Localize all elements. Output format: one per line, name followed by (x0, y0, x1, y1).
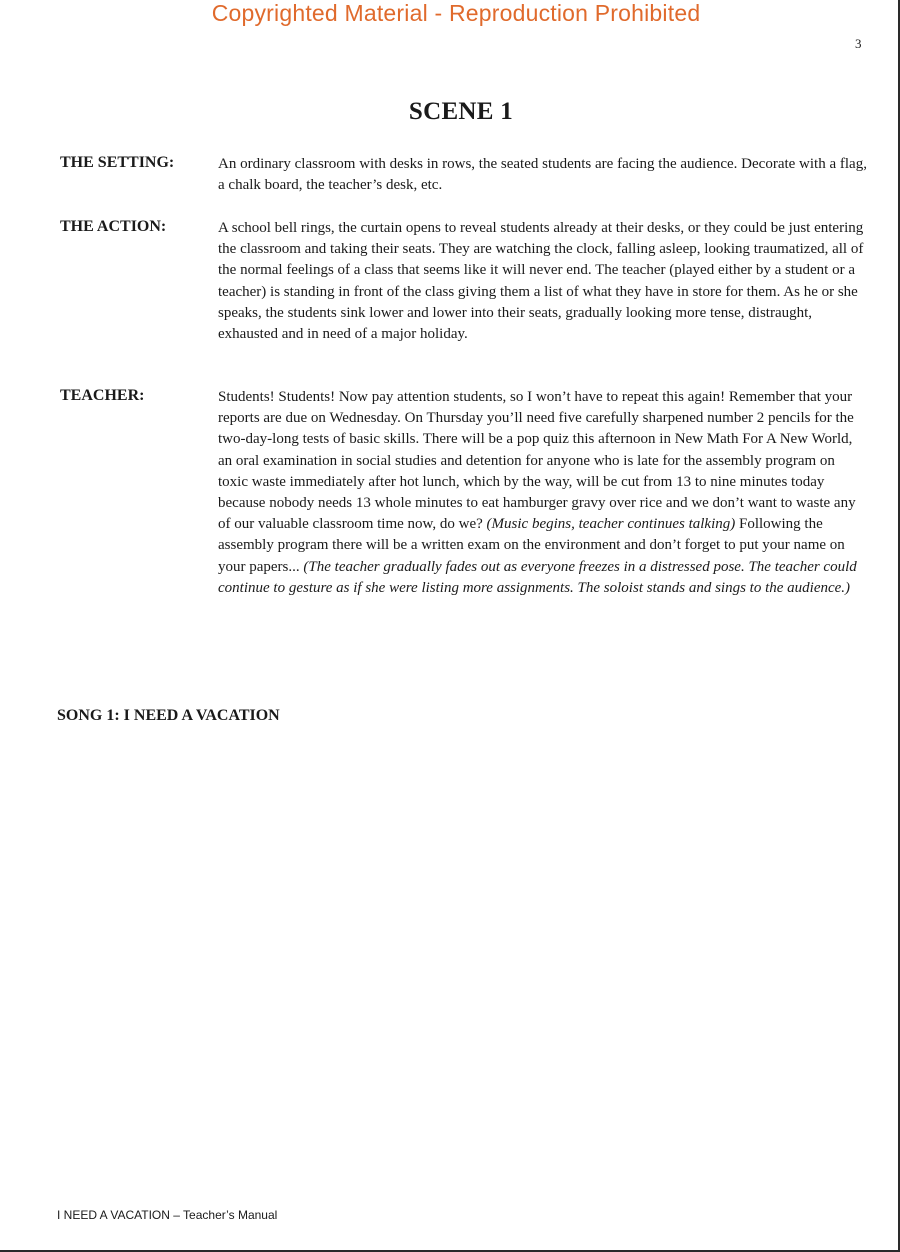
scene-title: SCENE 1 (408, 98, 514, 125)
page-footer: I NEED A VACATION – Teacher’s Manual (57, 1208, 278, 1222)
teacher-dialogue (218, 387, 868, 599)
stage-direction-1: (Music begins, teacher continues talking) (486, 516, 736, 533)
setting-text: An ordinary classroom with desks in rows, the seated students are facing the audience. Decorate with a flag, a chalk board, the teacher’s desk, etc. (218, 156, 867, 194)
copyright-watermark: Copyrighted Material - Reproduction Prohibited (211, 0, 701, 26)
action-label: THE ACTION: (60, 218, 167, 235)
setting-label: THE SETTING: (60, 154, 175, 171)
song-heading: SONG 1: I NEED A VACATION (57, 707, 280, 724)
page-number: 3 (855, 36, 862, 51)
teacher-dialogue-part-1: Students! Students! Now pay attention students, so I won’t have to repeat this again! Remember that your reports are due on Wednesday. On Thursday you’ll need five carefully sharpened number 2 pencils for the two-day-long tests of basic skills. There will be a pop quiz this afternoon in New Math For A New World, an oral examination in social studies and detention for anyone who is late for the assembly program on toxic waste immediately after hot lunch, which by the way, will be cut from 13 to nine minutes today because nobody needs 13 whole minutes to eat hamburger gravy over rice and we don’t want to waste any of our valuable classroom time now, do we? (218, 389, 856, 533)
teacher-dialogue-part-2: Following the assembly program there will be a written exam on the environment and don’t forget to put your name on your papers... (218, 516, 845, 575)
stage-direction-2: (The teacher gradually fades out as everyone freezes in a distressed pose. The teacher could continue to gesture as if she were listing more assignments. The soloist stands and sings to the audience.) (218, 558, 857, 596)
action-text: A school bell rings, the curtain opens to reveal students already at their desks, or they could be just entering the classroom and taking their seats. They are watching the clock, falling asleep, looking traumatized, all of the normal feelings of a class that seems like it will never end. The teacher (played either by a student or a teacher) is standing in front of the class giving them a list of what they have in store for them. As he or she speaks, the students sink lower and lower into their seats, gradually looking more tense, distraught, exhausted and in need of a major holiday. (218, 220, 864, 343)
teacher-label: TEACHER: (60, 387, 145, 404)
